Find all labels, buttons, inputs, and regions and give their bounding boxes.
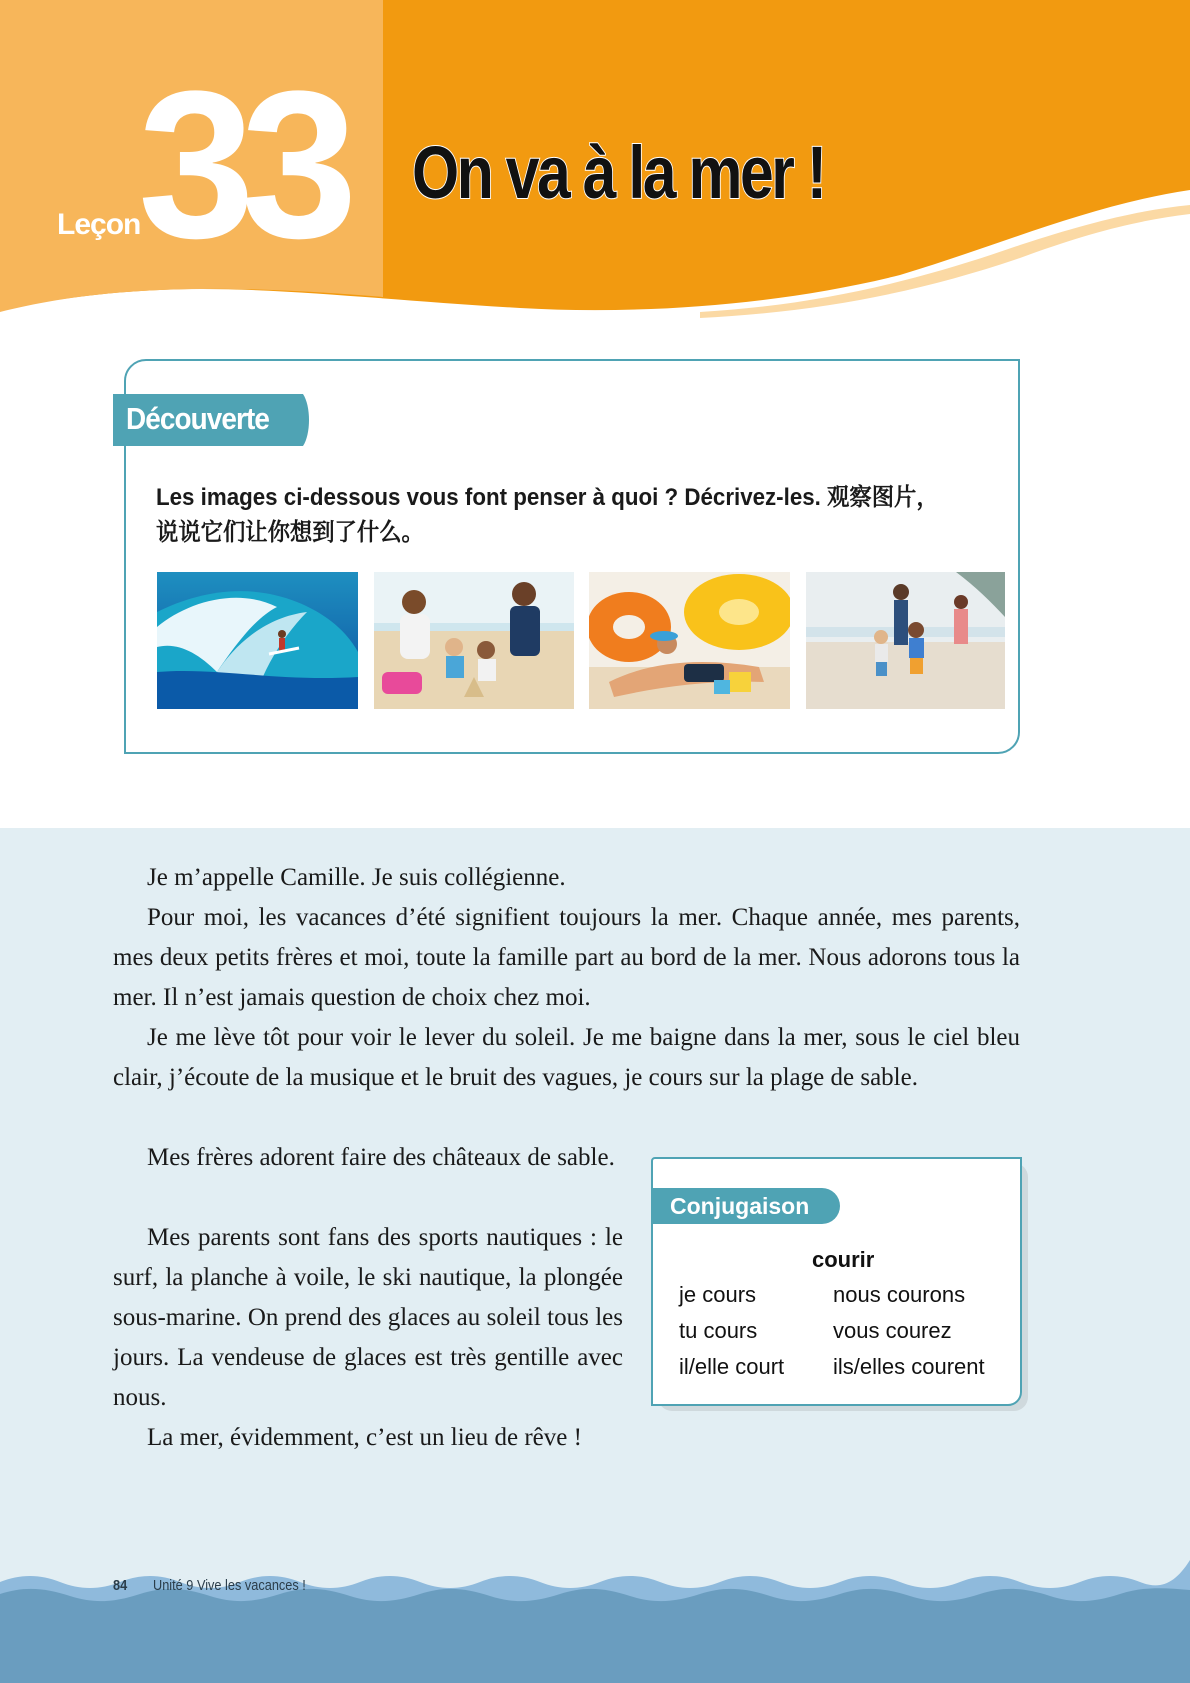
reading-paragraph-6 [113, 1418, 733, 1458]
paragraph-text: Je me lève tôt pour voir le lever du soleil. Je me baigne dans la mer, sous le ciel bleu clair, j’écoute de la musique et le bruit des vagues, je cours sur la plage de sable. [113, 1024, 1020, 1091]
conjugation-plural-3: ils/elles courent [833, 1354, 985, 1379]
family-building-sandcastle-photo [374, 572, 574, 709]
conjugation-singular-3: il/elle court [679, 1354, 785, 1379]
lesson-number: 33 [138, 47, 344, 282]
reading-paragraph-5 [113, 1218, 623, 1418]
conjugation-singular-1: je cours [679, 1282, 757, 1307]
family-running-on-beach-photo [806, 572, 1005, 709]
lesson-title: On va à la mer ! [412, 131, 825, 214]
conjugation-plural-2: vous courez [833, 1318, 952, 1343]
conjugaison-tab-label: Conjugaison [670, 1193, 810, 1219]
decouverte-tab-label: Découverte [126, 401, 269, 436]
page-number: 84 [113, 1577, 128, 1594]
decouverte-prompt [156, 480, 956, 550]
paragraph-text: Mes frères adorent faire des châteaux de sable. [147, 1144, 615, 1171]
boy-sunbathing-with-float-photo [589, 572, 790, 709]
reading-paragraph-3 [113, 1018, 1020, 1098]
paragraph-text: La mer, évidemment, c’est un lieu de rêve ! [147, 1424, 582, 1451]
paragraph-text: Pour moi, les vacances d’été signifient toujours la mer. Chaque année, mes parents, mes deux petits frères et moi, toute la famille part au bord de la mer. Nous adorons tous la mer. Il n’est jamais question de choix chez moi. [113, 904, 1020, 1011]
lesson-label: Leçon [57, 208, 141, 241]
conjugaison-verb: courir [812, 1247, 875, 1272]
paragraph-text: Mes parents sont fans des sports nautiques : le surf, la planche à voile, le ski nautique, la plongée sous-marine. On prend des glaces au soleil tous les jours. La vendeuse de glaces est très gentille avec nous. [113, 1224, 623, 1411]
reading-paragraph-2 [113, 898, 1020, 1018]
conjugation-singular-2: tu cours [679, 1318, 758, 1343]
reading-paragraph-4 [113, 1138, 623, 1178]
prompt-line-2: 说说它们让你想到了什么。 [156, 519, 424, 546]
conjugation-plural-1: nous courons [833, 1282, 966, 1307]
unit-title: Unité 9 Vive les vacances ! [153, 1577, 306, 1594]
prompt-line-1: Les images ci-dessous vous font penser à quoi ? Décrivez-les. 观察图片， [156, 484, 939, 511]
surfer-on-wave-photo [157, 572, 358, 709]
reading-paragraph-1 [113, 858, 1030, 898]
paragraph-text: Je m’appelle Camille. Je suis collégienne. [147, 864, 566, 891]
